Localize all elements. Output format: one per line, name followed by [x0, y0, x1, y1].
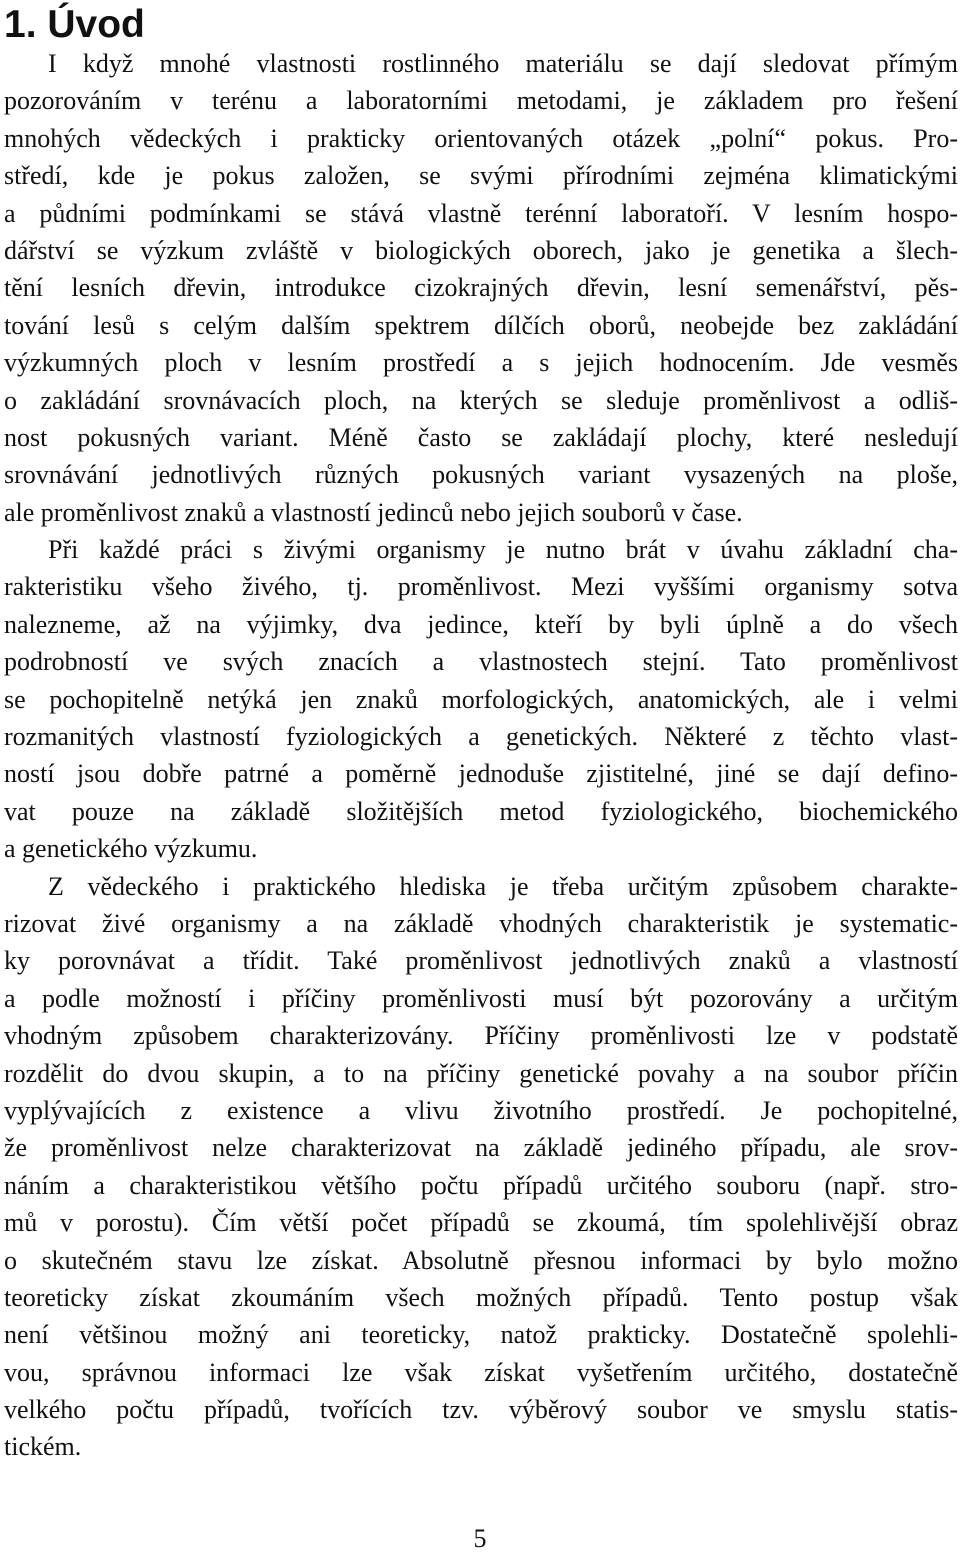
text-line: tování lesů s celým dalším spektrem dílčích oborů, neobejde bez zakládání — [4, 310, 958, 340]
text-line: o zakládání srovnávacích ploch, na kterých se sleduje proměnlivost a odliš- — [4, 385, 958, 415]
paragraph-1 — [4, 45, 958, 531]
text-line: mů v porostu). Čím větší počet případů se zkoumá, tím spolehlivější obraz — [4, 1208, 958, 1238]
text-line: tickém. — [4, 1432, 82, 1462]
text-line: tění lesních dřevin, introdukce cizokrajných dřevin, lesní semenářství, pěs- — [4, 273, 958, 303]
text-line: vat pouze na základě složitějších metod fyziologického, biochemického — [4, 796, 958, 826]
text-line: o skutečném stavu lze získat. Absolutně přesnou informaci by bylo možno — [4, 1245, 958, 1275]
text-line: ností jsou dobře patrné a poměrně jednoduše zjistitelné, jiné se dají defino- — [4, 759, 958, 789]
text-line: podrobností ve svých znacích a vlastnostech stejní. Tato proměnlivost — [4, 647, 958, 677]
text-line: velkého počtu případů, tvořících tzv. výběrový soubor ve smyslu statis- — [4, 1395, 958, 1425]
text-line: teoreticky získat zkoumáním všech možných případů. Tento postup však — [4, 1282, 958, 1312]
text-line: rizovat živé organismy a na základě vhodných charakteristik je systematic- — [4, 908, 958, 938]
text-line: rozmanitých vlastností fyziologických a genetických. Některé z těchto vlast- — [4, 722, 958, 752]
body-text — [4, 45, 958, 1466]
text-line: nost pokusných variant. Méně často se zakládají plochy, které nesledují — [4, 422, 958, 452]
text-line: pozorováním v terénu a laboratorními metodami, je základem pro řešení — [4, 86, 958, 116]
paragraph-2 — [4, 531, 958, 868]
text-line: středí, kde je pokus založen, se svými přírodními zejména klimatickými — [4, 161, 958, 191]
text-line: a genetického výzkumu. — [4, 834, 258, 864]
text-line: Při každé práci s živými organismy je nutno brát v úvahu základní cha- — [48, 535, 958, 565]
text-line: nalezneme, až na výjimky, dva jedince, kteří by byli úplně a do všech — [4, 609, 958, 639]
text-line: ale proměnlivost znaků a vlastností jedinců nebo jejich souborů v čase. — [4, 497, 743, 527]
text-line: se pochopitelně netýká jen znaků morfologických, anatomických, ale i velmi — [4, 684, 958, 714]
text-line: I když mnohé vlastnosti rostlinného materiálu se dají sledovat přímým — [48, 49, 958, 78]
text-line: a půdními podmínkami se stává vlastně terénní laboratoří. V lesním hospo- — [4, 198, 958, 228]
text-line: dářství se výzkum zvláště v biologických oborech, jako je genetika a šlech- — [4, 235, 958, 265]
text-line: náním a charakteristikou většího počtu případů určitého souboru (např. stro- — [4, 1170, 958, 1200]
text-line: že proměnlivost nelze charakterizovat na základě jediného případu, ale srov- — [4, 1133, 958, 1163]
text-line: Z vědeckého i praktického hlediska je třeba určitým způsobem charakte- — [48, 871, 958, 901]
text-line: rakteristiku všeho živého, tj. proměnlivost. Mezi vyššími organismy sotva — [4, 572, 958, 602]
text-line: mnohých vědeckých i prakticky orientovaných otázek „polní“ pokus. Pro- — [4, 123, 958, 153]
text-line: srovnávání jednotlivých různých pokusných variant vysazených na ploše, — [4, 460, 958, 490]
text-line: není většinou možný ani teoreticky, natož prakticky. Dostatečně spolehli- — [4, 1320, 958, 1350]
text-line: výzkumných ploch v lesním prostředí a s jejich hodnocením. Jde vesměs — [4, 348, 958, 378]
text-line: a podle možností i příčiny proměnlivosti musí být pozorovány a určitým — [4, 983, 958, 1013]
text-line: ky porovnávat a třídit. Také proměnlivost jednotlivých znaků a vlastností — [4, 946, 958, 976]
paragraph-3 — [4, 868, 958, 1466]
page-number: 5 — [473, 1524, 487, 1553]
page-heading: 1. Úvod — [4, 3, 145, 46]
text-line: rozdělit do dvou skupin, a to na příčiny genetické povahy a na soubor příčin — [4, 1058, 958, 1088]
text-line: vyplývajících z existence a vlivu životního prostředí. Je pochopitelné, — [4, 1095, 958, 1125]
text-line: vhodným způsobem charakterizovány. Příčiny proměnlivosti lze v podstatě — [4, 1021, 958, 1051]
text-line: vou, správnou informaci lze však získat vyšetřením určitého, dostatečně — [4, 1357, 958, 1387]
